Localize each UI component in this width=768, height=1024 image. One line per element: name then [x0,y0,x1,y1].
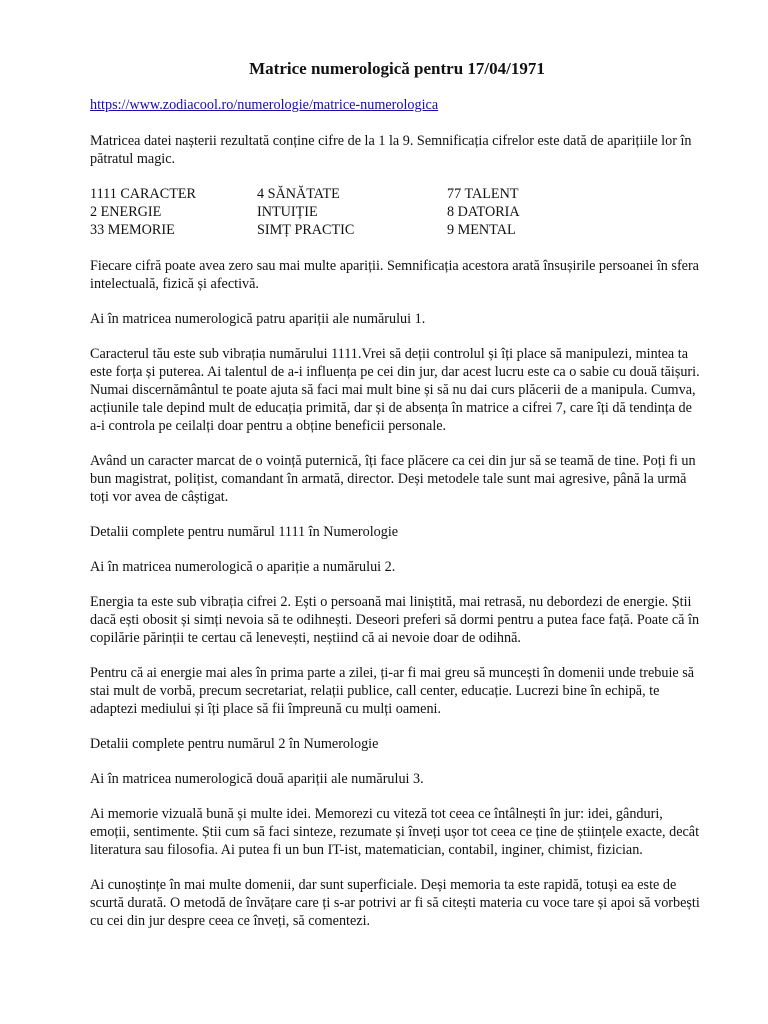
matrix-cell: INTUIȚIE [257,204,318,220]
paragraph-knowledge: Ai cunoștințe în mai multe domenii, dar sunt superficiale. Deși memoria ta este rapidă, totuși ea este de scurtă durată. O metodă de învățare care ți s-ar potrivi ar fi să citești materia cu voce tare și apoi să vorbești cu cei din jur despre ceea ce înveți, să comentezi. [90,877,700,929]
paragraph-energy: Energia ta este sub vibrația cifrei 2. Ești o persoană mai liniștită, mai retrasă, nu debordezi de energie. Știi dacă ești obosit și simți nevoia să te odihnești. Deseori preferi să dormi pentru a putea face față. Poate că în copilărie părinții te certau că lenevești, neștiind că ai nevoie doar de odihnă. [90,594,700,646]
paragraph-memory: Ai memorie vizuală bună și multe idei. Memorezi cu viteză tot ceea ce întâlnești în jur: idei, gânduri, emoții, sentimente. Știi cum să faci sinteze, rezumate și înveți ușor tot ceea ce ține de științele exacte, decât literatura sau filosofia. Ai putea fi un bun IT-ist, matematician, contabil, inginer, chimist, fizician. [90,806,700,858]
details-link-2: Detalii complete pentru numărul 2 în Numerologie [90,736,379,752]
matrix-cell: 33 MEMORIE [90,222,175,238]
paragraph-meaning: Fiecare cifră poate avea zero sau mai multe apariții. Semnificația acestora arată însușirile persoanei în sfera intelectuală, fizică și afectivă. [90,258,699,292]
matrix-cell: 4 SĂNĂTATE [257,186,340,202]
matrix-cell: 77 TALENT [447,186,519,202]
paragraph-number-3-count: Ai în matricea numerologică două apariții ale numărului 3. [90,771,424,787]
document-page [90,58,704,947]
matrix-cell: SIMȚ PRACTIC [257,222,355,238]
paragraph-number-1-count: Ai în matricea numerologică patru apariții ale numărului 1. [90,311,426,327]
paragraph-character-careers: Având un caracter marcat de o voință puternică, îți face plăcere ca cei din jur să se teamă de tine. Poți fi un bun magistrat, polițist, comandant în armată, director. Deși metodele tale sunt mai agresive, până la urmă toți vor avea de câștigat. [90,453,696,505]
paragraph-number-2-count: Ai în matricea numerologică o apariție a numărului 2. [90,559,396,575]
details-link-1111: Detalii complete pentru numărul 1111 în Numerologie [90,524,399,540]
intro-paragraph: Matricea datei nașterii rezultată conține cifre de la 1 la 9. Semnificația cifrelor este dată de aparițiile lor în pătratul magic. [90,133,692,167]
matrix-cell: 2 ENERGIE [90,204,162,220]
matrix-cell: 8 DATORIA [447,204,520,220]
source-link[interactable]: https://www.zodiacool.ro/numerologie/matrice-numerologica [90,97,439,113]
paragraph-energy-work: Pentru că ai energie mai ales în prima parte a zilei, ți-ar fi mai greu să muncești în domenii unde trebuie să stai mult de vorbă, precum secretariat, relații publice, call center, educație. Lucrezi bine în echipă, te adaptezi mediului și îți place să fii împreună cu mulți oameni. [90,665,695,717]
page-title: Matrice numerologică pentru 17/04/1971 [249,59,545,78]
paragraph-character: Caracterul tău este sub vibrația numărului 1111.Vrei să deții controlul și îți place să manipulezi, mintea ta este forța și puterea. Ai talentul de a-i influența pe cei din jur, dar acest lucru este ca o sabie cu două tăișuri. Numai discernământul te poate ajuta să faci mai mult bine și să nu dai curs plăcerii de a manipula. Cumva, acțiunile tale depind mult de educația primită, dar și de absența în matrice a cifrei 7, care îți dă tendința de a-i controla pe ceilalți doar pentru a obține beneficii personale. [90,346,700,434]
numerology-matrix [90,185,704,239]
matrix-cell: 1111 CARACTER [90,186,197,202]
matrix-cell: 9 MENTAL [447,222,516,238]
